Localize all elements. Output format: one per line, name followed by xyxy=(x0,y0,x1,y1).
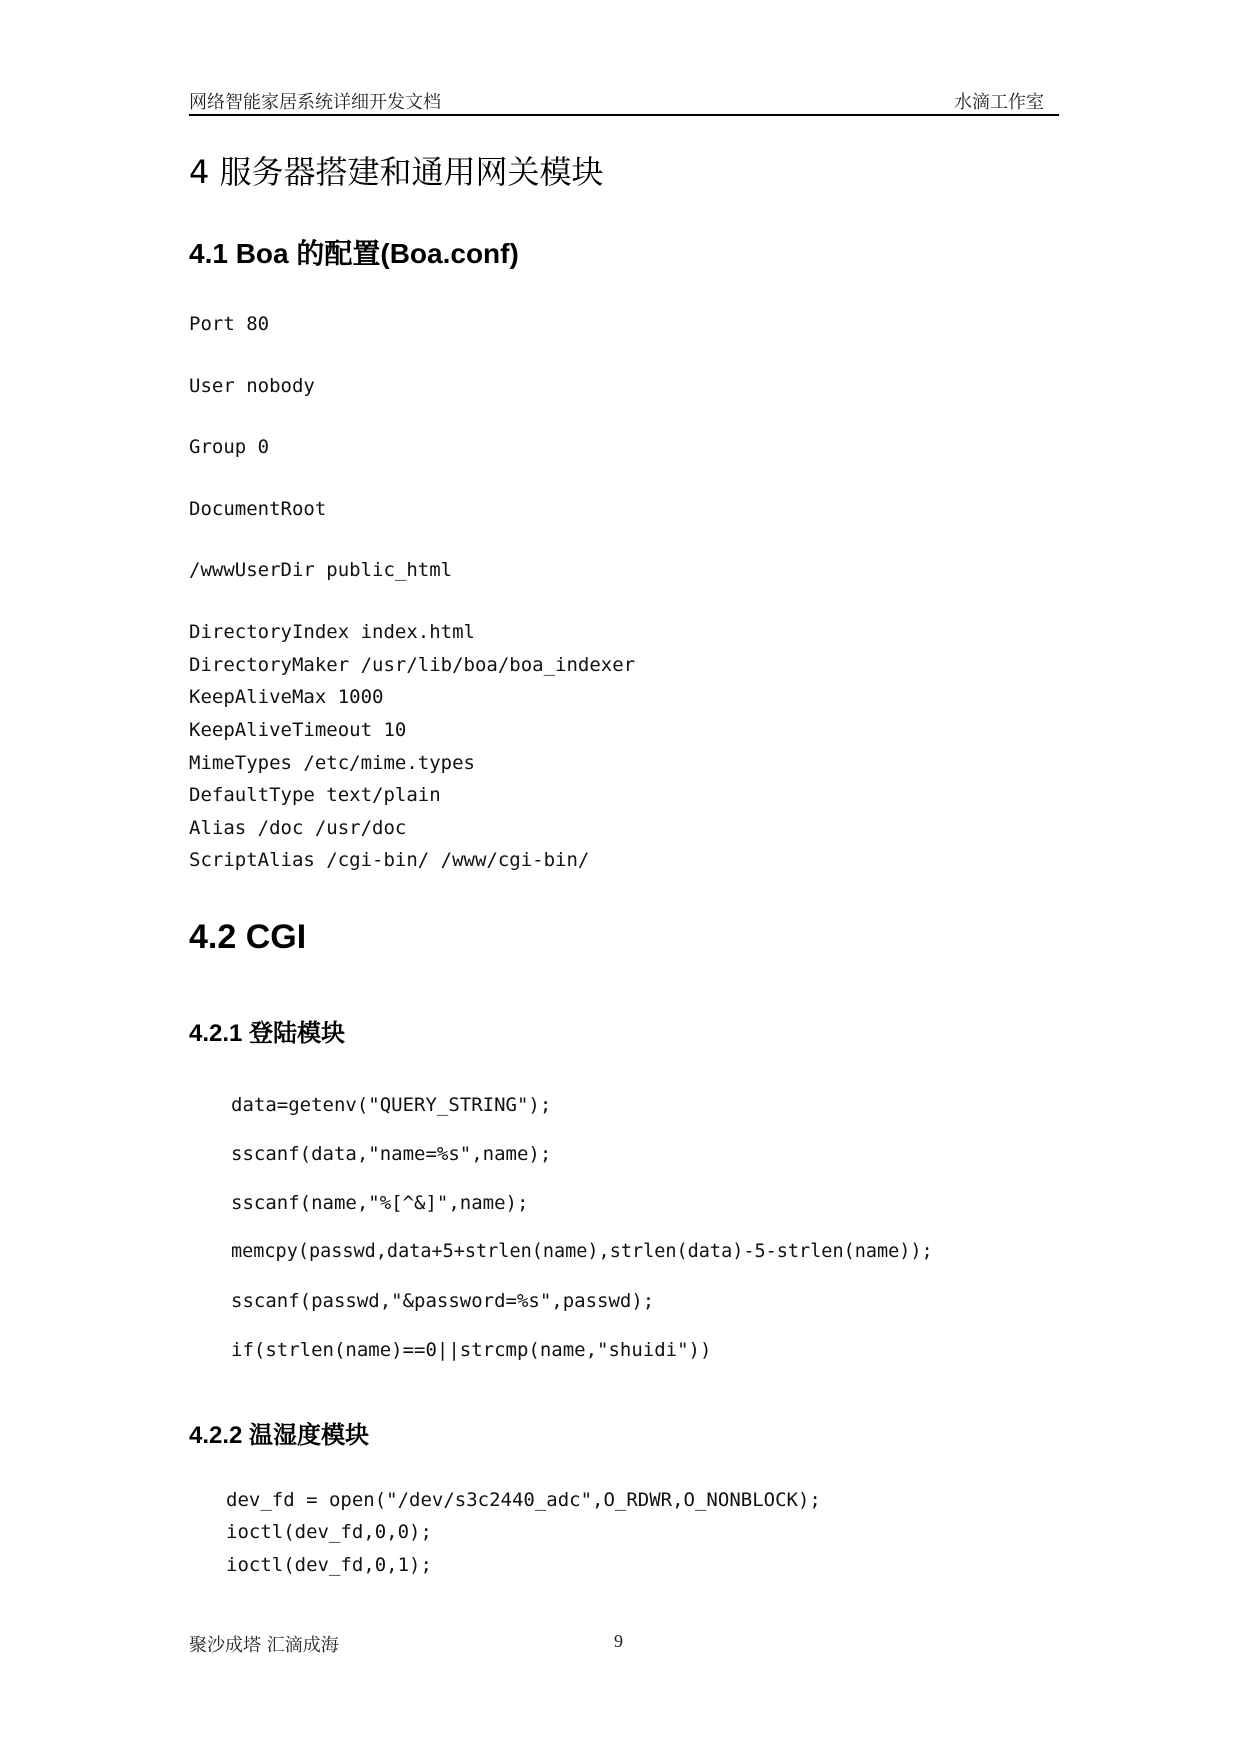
config-line: KeepAliveMax 1000 xyxy=(189,686,384,708)
temp-humidity-module-heading: 4.2.2 温湿度模块 xyxy=(189,1422,370,1449)
config-line: User nobody xyxy=(189,375,315,397)
config-line: KeepAliveTimeout 10 xyxy=(189,719,407,741)
code-line: memcpy(passwd,data+5+strlen(name),strlen(data)-5-strlen(name)); xyxy=(231,1241,933,1262)
cgi-heading: 4.2 CGI xyxy=(189,918,307,956)
login-module-heading: 4.2.1 登陆模块 xyxy=(189,1020,346,1047)
code-line: if(strlen(name)==0||strcmp(name,"shuidi")) xyxy=(231,1339,712,1361)
footer-motto: 聚沙成塔 汇滴成海 xyxy=(189,1635,339,1656)
config-line: DirectoryIndex index.html xyxy=(189,621,475,643)
config-line: DirectoryMaker /usr/lib/boa/boa_indexer xyxy=(189,654,636,676)
code-line: sscanf(passwd,"&password=%s",passwd); xyxy=(231,1290,655,1312)
config-line: ScriptAlias /cgi-bin/ /www/cgi-bin/ xyxy=(189,849,590,871)
code-line: data=getenv("QUERY_STRING"); xyxy=(231,1094,552,1116)
boa-config-heading: 4.1 Boa 的配置(Boa.conf) xyxy=(189,238,519,269)
config-line: Alias /doc /usr/doc xyxy=(189,817,407,839)
code-line: ioctl(dev_fd,0,1); xyxy=(226,1554,432,1576)
code-line: ioctl(dev_fd,0,0); xyxy=(226,1521,432,1543)
code-line: sscanf(data,"name=%s",name); xyxy=(231,1143,552,1165)
code-line: sscanf(name,"%[^&]",name); xyxy=(231,1192,529,1214)
config-line: MimeTypes /etc/mime.types xyxy=(189,752,475,774)
config-line: DefaultType text/plain xyxy=(189,784,441,806)
header-studio-name: 水滴工作室 xyxy=(954,92,1044,113)
config-line: Group 0 xyxy=(189,436,270,458)
config-line: Port 80 xyxy=(189,313,270,335)
header-document-title: 网络智能家居系统详细开发文档 xyxy=(189,92,441,113)
code-line: dev_fd = open("/dev/s3c2440_adc",O_RDWR,O_NONBLOCK); xyxy=(226,1489,821,1511)
config-line: /wwwUserDir public_html xyxy=(189,559,453,581)
config-line: DocumentRoot xyxy=(189,498,327,520)
section-title: 4 服务器搭建和通用网关模块 xyxy=(189,153,604,191)
page-header xyxy=(189,84,1059,116)
page-number: 9 xyxy=(614,1631,623,1651)
